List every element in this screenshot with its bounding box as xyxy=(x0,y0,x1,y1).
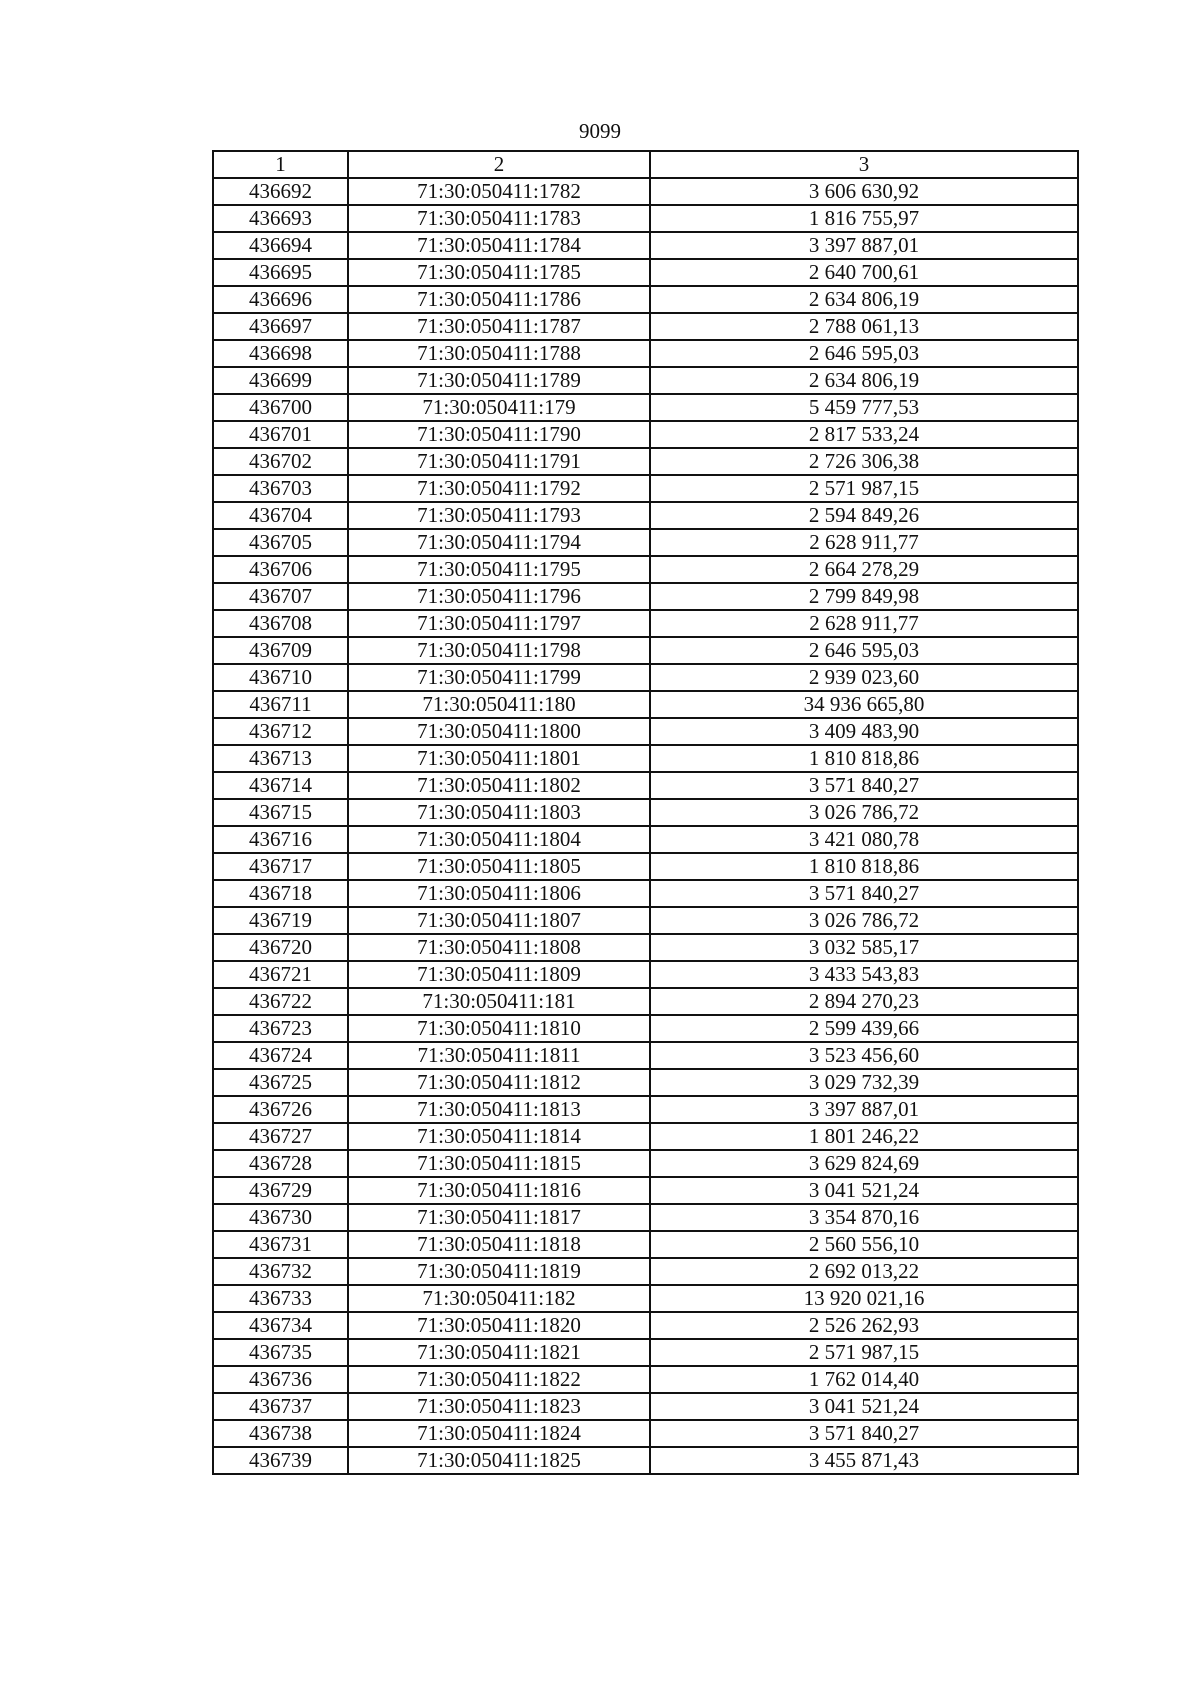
row-number-cell: 436730 xyxy=(213,1204,348,1231)
row-number-cell: 436708 xyxy=(213,610,348,637)
value-cell: 1 810 818,86 xyxy=(650,745,1078,772)
table-row xyxy=(213,934,1078,961)
table-body xyxy=(213,178,1078,1474)
value-cell: 3 571 840,27 xyxy=(650,772,1078,799)
row-number-cell: 436694 xyxy=(213,232,348,259)
table-row xyxy=(213,556,1078,583)
value-cell: 2 646 595,03 xyxy=(650,637,1078,664)
row-number-cell: 436728 xyxy=(213,1150,348,1177)
value-cell: 3 421 080,78 xyxy=(650,826,1078,853)
value-cell: 3 629 824,69 xyxy=(650,1150,1078,1177)
value-cell: 2 799 849,98 xyxy=(650,583,1078,610)
cadastral-number-cell: 71:30:050411:1787 xyxy=(348,313,650,340)
cadastral-number-cell: 71:30:050411:1783 xyxy=(348,205,650,232)
cadastral-number-cell: 71:30:050411:1786 xyxy=(348,286,650,313)
cadastral-number-cell: 71:30:050411:1785 xyxy=(348,259,650,286)
value-cell: 3 606 630,92 xyxy=(650,178,1078,205)
table-row xyxy=(213,1042,1078,1069)
value-cell: 2 939 023,60 xyxy=(650,664,1078,691)
table-row xyxy=(213,1231,1078,1258)
header-row xyxy=(213,151,1078,178)
cadastral-number-cell: 71:30:050411:1823 xyxy=(348,1393,650,1420)
row-number-cell: 436714 xyxy=(213,772,348,799)
cadastral-number-cell: 71:30:050411:1790 xyxy=(348,421,650,448)
row-number-cell: 436735 xyxy=(213,1339,348,1366)
row-number-cell: 436726 xyxy=(213,1096,348,1123)
row-number-cell: 436733 xyxy=(213,1285,348,1312)
table-row xyxy=(213,367,1078,394)
row-number-cell: 436695 xyxy=(213,259,348,286)
table-row xyxy=(213,1150,1078,1177)
row-number-cell: 436723 xyxy=(213,1015,348,1042)
cadastral-number-cell: 71:30:050411:1800 xyxy=(348,718,650,745)
row-number-cell: 436704 xyxy=(213,502,348,529)
cadastral-number-cell: 71:30:050411:1789 xyxy=(348,367,650,394)
value-cell: 2 594 849,26 xyxy=(650,502,1078,529)
value-cell: 1 810 818,86 xyxy=(650,853,1078,880)
cadastral-number-cell: 71:30:050411:1821 xyxy=(348,1339,650,1366)
table-row xyxy=(213,718,1078,745)
row-number-cell: 436703 xyxy=(213,475,348,502)
table-row xyxy=(213,853,1078,880)
table-row xyxy=(213,232,1078,259)
value-cell: 3 397 887,01 xyxy=(650,1096,1078,1123)
row-number-cell: 436693 xyxy=(213,205,348,232)
value-cell: 2 664 278,29 xyxy=(650,556,1078,583)
row-number-cell: 436722 xyxy=(213,988,348,1015)
table-row xyxy=(213,205,1078,232)
value-cell: 1 801 246,22 xyxy=(650,1123,1078,1150)
value-cell: 3 433 543,83 xyxy=(650,961,1078,988)
cadastral-number-cell: 71:30:050411:1811 xyxy=(348,1042,650,1069)
table-row xyxy=(213,1447,1078,1474)
value-cell: 3 032 585,17 xyxy=(650,934,1078,961)
column-header-2: 2 xyxy=(348,151,650,178)
row-number-cell: 436709 xyxy=(213,637,348,664)
table-row xyxy=(213,799,1078,826)
value-cell: 3 026 786,72 xyxy=(650,799,1078,826)
row-number-cell: 436715 xyxy=(213,799,348,826)
value-cell: 2 599 439,66 xyxy=(650,1015,1078,1042)
row-number-cell: 436725 xyxy=(213,1069,348,1096)
column-header-1: 1 xyxy=(213,151,348,178)
row-number-cell: 436718 xyxy=(213,880,348,907)
row-number-cell: 436698 xyxy=(213,340,348,367)
table-row xyxy=(213,502,1078,529)
cadastral-number-cell: 71:30:050411:1792 xyxy=(348,475,650,502)
table-row xyxy=(213,637,1078,664)
cadastral-number-cell: 71:30:050411:1809 xyxy=(348,961,650,988)
row-number-cell: 436719 xyxy=(213,907,348,934)
table-row xyxy=(213,421,1078,448)
table-row xyxy=(213,1204,1078,1231)
cadastral-number-cell: 71:30:050411:182 xyxy=(348,1285,650,1312)
cadastral-number-cell: 71:30:050411:1819 xyxy=(348,1258,650,1285)
table-row xyxy=(213,313,1078,340)
cadastral-number-cell: 71:30:050411:1815 xyxy=(348,1150,650,1177)
cadastral-number-cell: 71:30:050411:1817 xyxy=(348,1204,650,1231)
value-cell: 2 526 262,93 xyxy=(650,1312,1078,1339)
column-header-3: 3 xyxy=(650,151,1078,178)
cadastral-number-cell: 71:30:050411:1801 xyxy=(348,745,650,772)
value-cell: 3 455 871,43 xyxy=(650,1447,1078,1474)
value-cell: 3 029 732,39 xyxy=(650,1069,1078,1096)
value-cell: 13 920 021,16 xyxy=(650,1285,1078,1312)
cadastral-number-cell: 71:30:050411:1803 xyxy=(348,799,650,826)
table-row xyxy=(213,1177,1078,1204)
cadastral-number-cell: 71:30:050411:1794 xyxy=(348,529,650,556)
value-cell: 1 762 014,40 xyxy=(650,1366,1078,1393)
row-number-cell: 436707 xyxy=(213,583,348,610)
cadastral-number-cell: 71:30:050411:1795 xyxy=(348,556,650,583)
table-row xyxy=(213,745,1078,772)
cadastral-number-cell: 71:30:050411:1796 xyxy=(348,583,650,610)
value-cell: 2 628 911,77 xyxy=(650,610,1078,637)
cadastral-number-cell: 71:30:050411:1804 xyxy=(348,826,650,853)
row-number-cell: 436739 xyxy=(213,1447,348,1474)
table-row xyxy=(213,664,1078,691)
cadastral-number-cell: 71:30:050411:1806 xyxy=(348,880,650,907)
value-cell: 3 397 887,01 xyxy=(650,232,1078,259)
row-number-cell: 436699 xyxy=(213,367,348,394)
cadastral-number-cell: 71:30:050411:1824 xyxy=(348,1420,650,1447)
row-number-cell: 436711 xyxy=(213,691,348,718)
cadastral-number-cell: 71:30:050411:181 xyxy=(348,988,650,1015)
table-row xyxy=(213,1285,1078,1312)
table-row xyxy=(213,1258,1078,1285)
value-cell: 3 041 521,24 xyxy=(650,1177,1078,1204)
row-number-cell: 436701 xyxy=(213,421,348,448)
row-number-cell: 436710 xyxy=(213,664,348,691)
row-number-cell: 436713 xyxy=(213,745,348,772)
value-cell: 5 459 777,53 xyxy=(650,394,1078,421)
table-row xyxy=(213,448,1078,475)
value-cell: 3 523 456,60 xyxy=(650,1042,1078,1069)
cadastral-number-cell: 71:30:050411:1812 xyxy=(348,1069,650,1096)
table-row xyxy=(213,340,1078,367)
table-row xyxy=(213,1393,1078,1420)
row-number-cell: 436720 xyxy=(213,934,348,961)
value-cell: 2 894 270,23 xyxy=(650,988,1078,1015)
row-number-cell: 436697 xyxy=(213,313,348,340)
cadastral-number-cell: 71:30:050411:1802 xyxy=(348,772,650,799)
page-number: 9099 xyxy=(579,119,621,143)
row-number-cell: 436705 xyxy=(213,529,348,556)
value-cell: 1 816 755,97 xyxy=(650,205,1078,232)
cadastral-number-cell: 71:30:050411:1822 xyxy=(348,1366,650,1393)
cadastral-number-cell: 71:30:050411:179 xyxy=(348,394,650,421)
row-number-cell: 436729 xyxy=(213,1177,348,1204)
cadastral-number-cell: 71:30:050411:1808 xyxy=(348,934,650,961)
row-number-cell: 436696 xyxy=(213,286,348,313)
value-cell: 2 817 533,24 xyxy=(650,421,1078,448)
cadastral-number-cell: 71:30:050411:1805 xyxy=(348,853,650,880)
value-cell: 34 936 665,80 xyxy=(650,691,1078,718)
row-number-cell: 436712 xyxy=(213,718,348,745)
table-row xyxy=(213,1123,1078,1150)
row-number-cell: 436732 xyxy=(213,1258,348,1285)
row-number-cell: 436724 xyxy=(213,1042,348,1069)
table-row xyxy=(213,1312,1078,1339)
row-number-cell: 436721 xyxy=(213,961,348,988)
cadastral-number-cell: 71:30:050411:1820 xyxy=(348,1312,650,1339)
value-cell: 3 409 483,90 xyxy=(650,718,1078,745)
table-row xyxy=(213,610,1078,637)
table-row xyxy=(213,583,1078,610)
table-row xyxy=(213,1069,1078,1096)
cadastral-number-cell: 71:30:050411:1784 xyxy=(348,232,650,259)
cadastral-number-cell: 71:30:050411:1818 xyxy=(348,1231,650,1258)
cadastral-number-cell: 71:30:050411:1797 xyxy=(348,610,650,637)
cadastral-number-cell: 71:30:050411:1782 xyxy=(348,178,650,205)
table-row xyxy=(213,178,1078,205)
table-row xyxy=(213,961,1078,988)
value-cell: 2 634 806,19 xyxy=(650,367,1078,394)
row-number-cell: 436700 xyxy=(213,394,348,421)
cadastral-number-cell: 71:30:050411:1814 xyxy=(348,1123,650,1150)
cadastral-number-cell: 71:30:050411:1798 xyxy=(348,637,650,664)
table-row xyxy=(213,1420,1078,1447)
row-number-cell: 436717 xyxy=(213,853,348,880)
value-cell: 2 571 987,15 xyxy=(650,1339,1078,1366)
row-number-cell: 436731 xyxy=(213,1231,348,1258)
cadastral-number-cell: 71:30:050411:1799 xyxy=(348,664,650,691)
row-number-cell: 436716 xyxy=(213,826,348,853)
cadastral-number-cell: 71:30:050411:1788 xyxy=(348,340,650,367)
row-number-cell: 436738 xyxy=(213,1420,348,1447)
value-cell: 2 571 987,15 xyxy=(650,475,1078,502)
cadastral-number-cell: 71:30:050411:1791 xyxy=(348,448,650,475)
value-cell: 2 628 911,77 xyxy=(650,529,1078,556)
cadastral-number-cell: 71:30:050411:1810 xyxy=(348,1015,650,1042)
cadastral-number-cell: 71:30:050411:1825 xyxy=(348,1447,650,1474)
value-cell: 2 634 806,19 xyxy=(650,286,1078,313)
row-number-cell: 436702 xyxy=(213,448,348,475)
table-row xyxy=(213,907,1078,934)
cadastral-number-cell: 71:30:050411:1813 xyxy=(348,1096,650,1123)
table-row xyxy=(213,988,1078,1015)
value-cell: 2 692 013,22 xyxy=(650,1258,1078,1285)
table-row xyxy=(213,475,1078,502)
cadastral-number-cell: 71:30:050411:1793 xyxy=(348,502,650,529)
register-table xyxy=(212,150,1079,1475)
row-number-cell: 436737 xyxy=(213,1393,348,1420)
table-header xyxy=(213,151,1078,178)
row-number-cell: 436736 xyxy=(213,1366,348,1393)
table-row xyxy=(213,826,1078,853)
value-cell: 3 354 870,16 xyxy=(650,1204,1078,1231)
table-row xyxy=(213,691,1078,718)
table-row xyxy=(213,1096,1078,1123)
value-cell: 2 560 556,10 xyxy=(650,1231,1078,1258)
table-row xyxy=(213,772,1078,799)
table-row xyxy=(213,259,1078,286)
value-cell: 2 788 061,13 xyxy=(650,313,1078,340)
table-row xyxy=(213,1366,1078,1393)
table-row xyxy=(213,394,1078,421)
value-cell: 3 041 521,24 xyxy=(650,1393,1078,1420)
table-row xyxy=(213,880,1078,907)
row-number-cell: 436734 xyxy=(213,1312,348,1339)
row-number-cell: 436706 xyxy=(213,556,348,583)
table-row xyxy=(213,529,1078,556)
table-row xyxy=(213,1015,1078,1042)
value-cell: 3 571 840,27 xyxy=(650,1420,1078,1447)
table-row xyxy=(213,286,1078,313)
value-cell: 2 640 700,61 xyxy=(650,259,1078,286)
cadastral-number-cell: 71:30:050411:1816 xyxy=(348,1177,650,1204)
value-cell: 3 026 786,72 xyxy=(650,907,1078,934)
value-cell: 2 646 595,03 xyxy=(650,340,1078,367)
row-number-cell: 436692 xyxy=(213,178,348,205)
table-row xyxy=(213,1339,1078,1366)
value-cell: 3 571 840,27 xyxy=(650,880,1078,907)
row-number-cell: 436727 xyxy=(213,1123,348,1150)
cadastral-number-cell: 71:30:050411:1807 xyxy=(348,907,650,934)
value-cell: 2 726 306,38 xyxy=(650,448,1078,475)
cadastral-number-cell: 71:30:050411:180 xyxy=(348,691,650,718)
